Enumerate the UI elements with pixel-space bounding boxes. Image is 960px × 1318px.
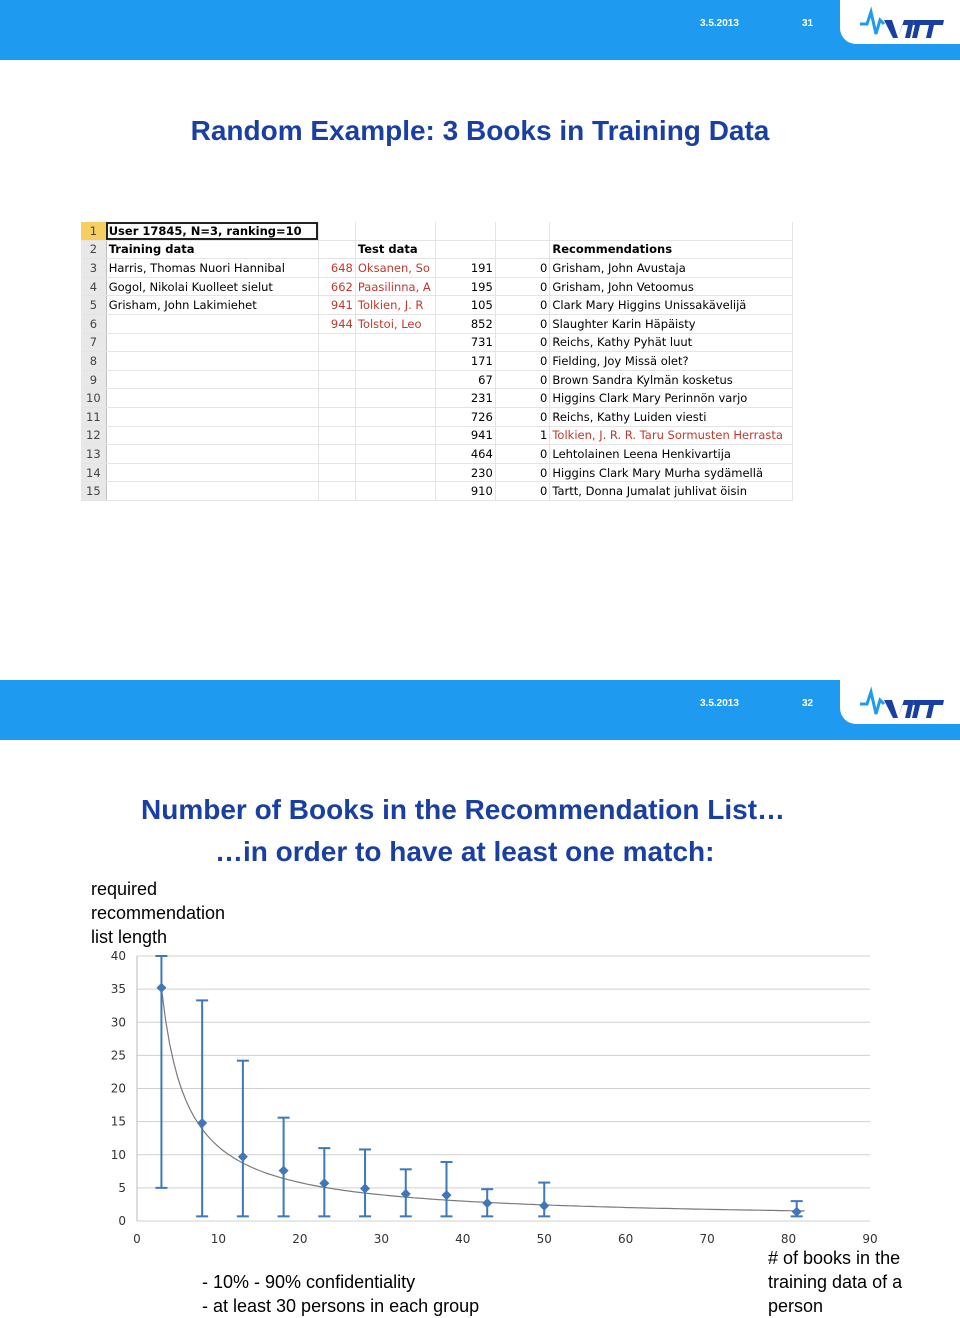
y-tick-label: 15 <box>110 1114 126 1129</box>
table-cell[interactable]: User 17845, N=3, ranking=10 <box>106 222 318 240</box>
table-cell[interactable] <box>318 482 355 501</box>
y-tick-label: 20 <box>110 1081 126 1096</box>
table-cell[interactable]: 191 <box>436 259 496 278</box>
table-cell[interactable]: Training data <box>106 240 318 259</box>
table-cell[interactable] <box>495 240 550 259</box>
table-row <box>81 222 793 240</box>
table-cell[interactable]: 464 <box>436 445 496 464</box>
table-cell[interactable]: Grisham, John Lakimiehet <box>106 296 318 315</box>
table-cell[interactable]: 0 <box>495 296 550 315</box>
table-cell[interactable]: 910 <box>436 482 496 501</box>
table-cell[interactable]: Brown Sandra Kylmän kosketus <box>550 370 793 389</box>
table-cell[interactable]: 941 <box>436 426 496 445</box>
table-cell[interactable]: 0 <box>495 389 550 408</box>
table-cell[interactable] <box>355 426 435 445</box>
y-tick-label: 10 <box>110 1147 126 1162</box>
table-row <box>81 333 793 352</box>
row-header[interactable]: 14 <box>81 463 106 482</box>
table-cell[interactable] <box>495 222 550 240</box>
table-cell[interactable] <box>355 463 435 482</box>
slide-title-line1: Number of Books in the Recommendation List… <box>141 794 786 825</box>
row-header[interactable]: 15 <box>81 482 106 501</box>
chart-note <box>202 1270 479 1318</box>
table-cell[interactable]: Oksanen, So <box>355 259 435 278</box>
table-cell[interactable] <box>106 426 318 445</box>
table-cell[interactable]: 105 <box>436 296 496 315</box>
data-point <box>360 1184 370 1194</box>
x-tick-label: 20 <box>292 1232 308 1246</box>
data-point <box>441 1190 451 1200</box>
data-point <box>238 1152 248 1162</box>
table-row <box>81 277 793 296</box>
table-cell[interactable]: Fielding, Joy Missä olet? <box>550 352 793 371</box>
table-cell[interactable]: 0 <box>495 482 550 501</box>
table-cell[interactable]: 0 <box>495 259 550 278</box>
table-cell[interactable] <box>355 333 435 352</box>
slide-date: 3.5.2013 <box>700 18 739 29</box>
table-cell[interactable]: Reichs, Kathy Pyhät luut <box>550 333 793 352</box>
table-cell[interactable]: 0 <box>495 314 550 333</box>
y-tick-label: 40 <box>110 950 126 963</box>
table-cell[interactable] <box>355 370 435 389</box>
table-cell[interactable] <box>106 333 318 352</box>
x-tick-label: 10 <box>210 1232 227 1246</box>
table-cell[interactable]: 941 <box>318 296 355 315</box>
table-row <box>81 426 793 445</box>
note-line-2: - at least 30 persons in each group <box>202 1296 480 1316</box>
table-cell[interactable]: 944 <box>318 314 355 333</box>
page-number: 31 <box>802 18 814 29</box>
table-cell[interactable] <box>106 482 318 501</box>
table-cell[interactable]: Tolkien, J. R <box>355 296 435 315</box>
y-tick-label: 0 <box>118 1214 126 1228</box>
x-tick-label: 60 <box>618 1232 634 1246</box>
data-point <box>539 1201 549 1211</box>
table-cell[interactable]: 0 <box>495 277 550 296</box>
table-cell[interactable]: 662 <box>318 277 355 296</box>
table-cell[interactable]: Higgins Clark Mary Murha sydämellä <box>550 463 793 482</box>
table-cell[interactable] <box>318 240 355 259</box>
row-header[interactable]: 5 <box>81 296 106 315</box>
table-cell[interactable]: 648 <box>318 259 355 278</box>
row-header[interactable]: 11 <box>81 407 106 426</box>
data-point <box>156 983 166 993</box>
table-cell[interactable]: Harris, Thomas Nuori Hannibal <box>106 259 318 278</box>
y-tick-label: 35 <box>110 982 126 997</box>
y-tick-label: 30 <box>110 1015 126 1030</box>
data-point <box>197 1118 207 1128</box>
table-cell[interactable] <box>355 389 435 408</box>
table-cell[interactable]: Paasilinna, A <box>355 277 435 296</box>
table-cell[interactable] <box>106 407 318 426</box>
spreadsheet-table <box>81 222 793 501</box>
table-cell[interactable]: Lehtolainen Leena Henkivartija <box>550 445 793 464</box>
slide-title-line2: …in order to have at least one match: <box>215 836 715 867</box>
x-tick-label: 80 <box>780 1232 797 1246</box>
table-cell[interactable] <box>436 240 496 259</box>
table-cell[interactable] <box>355 352 435 371</box>
table-cell[interactable]: 230 <box>436 463 496 482</box>
table-cell[interactable] <box>106 389 318 408</box>
table-cell[interactable]: 67 <box>436 370 496 389</box>
table-cell[interactable] <box>318 333 355 352</box>
table-row <box>81 314 793 333</box>
x-tick-label: 90 <box>862 1232 878 1246</box>
table-cell[interactable]: 231 <box>436 389 496 408</box>
table-cell[interactable] <box>106 463 318 482</box>
table-cell[interactable]: 731 <box>436 333 496 352</box>
table-cell[interactable] <box>318 407 355 426</box>
table-row <box>81 407 793 426</box>
data-point <box>792 1207 802 1217</box>
row-header[interactable]: 7 <box>81 333 106 352</box>
table-cell[interactable] <box>318 426 355 445</box>
table-cell[interactable]: Tartt, Donna Jumalat juhlivat öisin <box>550 482 793 501</box>
table-cell[interactable]: 0 <box>495 370 550 389</box>
row-header[interactable]: 4 <box>81 277 106 296</box>
header-bar <box>0 680 960 740</box>
table-cell[interactable] <box>106 445 318 464</box>
table-cell[interactable]: 195 <box>436 277 496 296</box>
row-header[interactable]: 12 <box>81 426 106 445</box>
row-header[interactable]: 3 <box>81 259 106 278</box>
table-cell[interactable] <box>355 482 435 501</box>
table-cell[interactable]: 726 <box>436 407 496 426</box>
table-cell[interactable]: 852 <box>436 314 496 333</box>
x-axis-label: # of books in the training data of a person <box>768 1248 903 1316</box>
slide-32 <box>0 680 960 1317</box>
row-header[interactable]: 2 <box>81 240 106 259</box>
y-tick-label: 5 <box>118 1180 126 1195</box>
table-row <box>81 482 793 501</box>
table-cell[interactable] <box>318 352 355 371</box>
table-row <box>81 445 793 464</box>
table-row <box>81 389 793 408</box>
table-cell[interactable]: Higgins Clark Mary Perinnön varjo <box>550 389 793 408</box>
row-header[interactable]: 8 <box>81 352 106 371</box>
data-point <box>279 1166 289 1176</box>
vtt-logo-icon <box>858 6 946 40</box>
x-tick-label: 70 <box>699 1232 715 1246</box>
table-row <box>81 370 793 389</box>
table-cell[interactable] <box>355 445 435 464</box>
table-cell[interactable] <box>318 370 355 389</box>
row-header[interactable]: 10 <box>81 389 106 408</box>
table-cell[interactable] <box>550 222 793 240</box>
table-cell[interactable]: 0 <box>495 407 550 426</box>
table-row <box>81 259 793 278</box>
table-cell[interactable] <box>355 407 435 426</box>
table-cell[interactable] <box>318 222 355 240</box>
table-cell[interactable]: 0 <box>495 463 550 482</box>
table-row <box>81 296 793 315</box>
x-tick-label: 0 <box>133 1232 141 1246</box>
table-cell[interactable]: Reichs, Kathy Luiden viesti <box>550 407 793 426</box>
x-tick-label: 30 <box>373 1232 389 1246</box>
table-cell[interactable]: Test data <box>355 240 435 259</box>
table-cell[interactable]: Gogol, Nikolai Kuolleet sielut <box>106 277 318 296</box>
table-cell[interactable] <box>106 314 318 333</box>
row-header[interactable]: 1 <box>81 222 106 240</box>
y-axis-label: required recommendation list length <box>91 879 226 947</box>
data-point <box>482 1198 492 1208</box>
table-cell[interactable]: Slaughter Karin Häpäisty <box>550 314 793 333</box>
table-cell[interactable]: Grisham, John Avustaja <box>550 259 793 278</box>
row-header[interactable]: 9 <box>81 370 106 389</box>
table-cell[interactable] <box>355 222 435 240</box>
table-cell[interactable]: 0 <box>495 445 550 464</box>
table-cell[interactable] <box>318 445 355 464</box>
trend-line <box>161 988 804 1211</box>
note-line-1: - 10% - 90% confidentiality <box>202 1272 416 1292</box>
table-cell[interactable]: Clark Mary Higgins Unissakävelijä <box>550 296 793 315</box>
vtt-logo-icon <box>858 686 946 720</box>
table-row <box>81 463 793 482</box>
table-cell[interactable]: Grisham, John Vetoomus <box>550 277 793 296</box>
table-row <box>81 240 793 259</box>
table-cell[interactable]: 0 <box>495 352 550 371</box>
table-cell[interactable]: 1 <box>495 426 550 445</box>
table-cell[interactable] <box>106 370 318 389</box>
table-cell[interactable] <box>318 389 355 408</box>
row-header[interactable]: 6 <box>81 314 106 333</box>
table-cell[interactable]: 171 <box>436 352 496 371</box>
table-cell[interactable]: Tolkien, J. R. R. Taru Sormusten Herrasta <box>550 426 793 445</box>
table-cell[interactable] <box>318 463 355 482</box>
y-tick-label: 25 <box>110 1048 126 1063</box>
table-cell[interactable]: Recommendations <box>550 240 793 259</box>
table-cell[interactable] <box>106 352 318 371</box>
error-bar-chart <box>100 950 890 1250</box>
slide-date: 3.5.2013 <box>700 698 739 709</box>
page-number: 32 <box>802 698 814 709</box>
slide-title: Random Example: 3 Books in Training Data <box>190 115 770 146</box>
table-cell[interactable] <box>436 222 496 240</box>
table-cell[interactable]: 0 <box>495 333 550 352</box>
x-tick-label: 50 <box>536 1232 552 1246</box>
x-tick-label: 40 <box>455 1232 471 1246</box>
table-cell[interactable]: Tolstoi, Leo <box>355 314 435 333</box>
row-header[interactable]: 13 <box>81 445 106 464</box>
table-row <box>81 352 793 371</box>
header-bar <box>0 0 960 60</box>
